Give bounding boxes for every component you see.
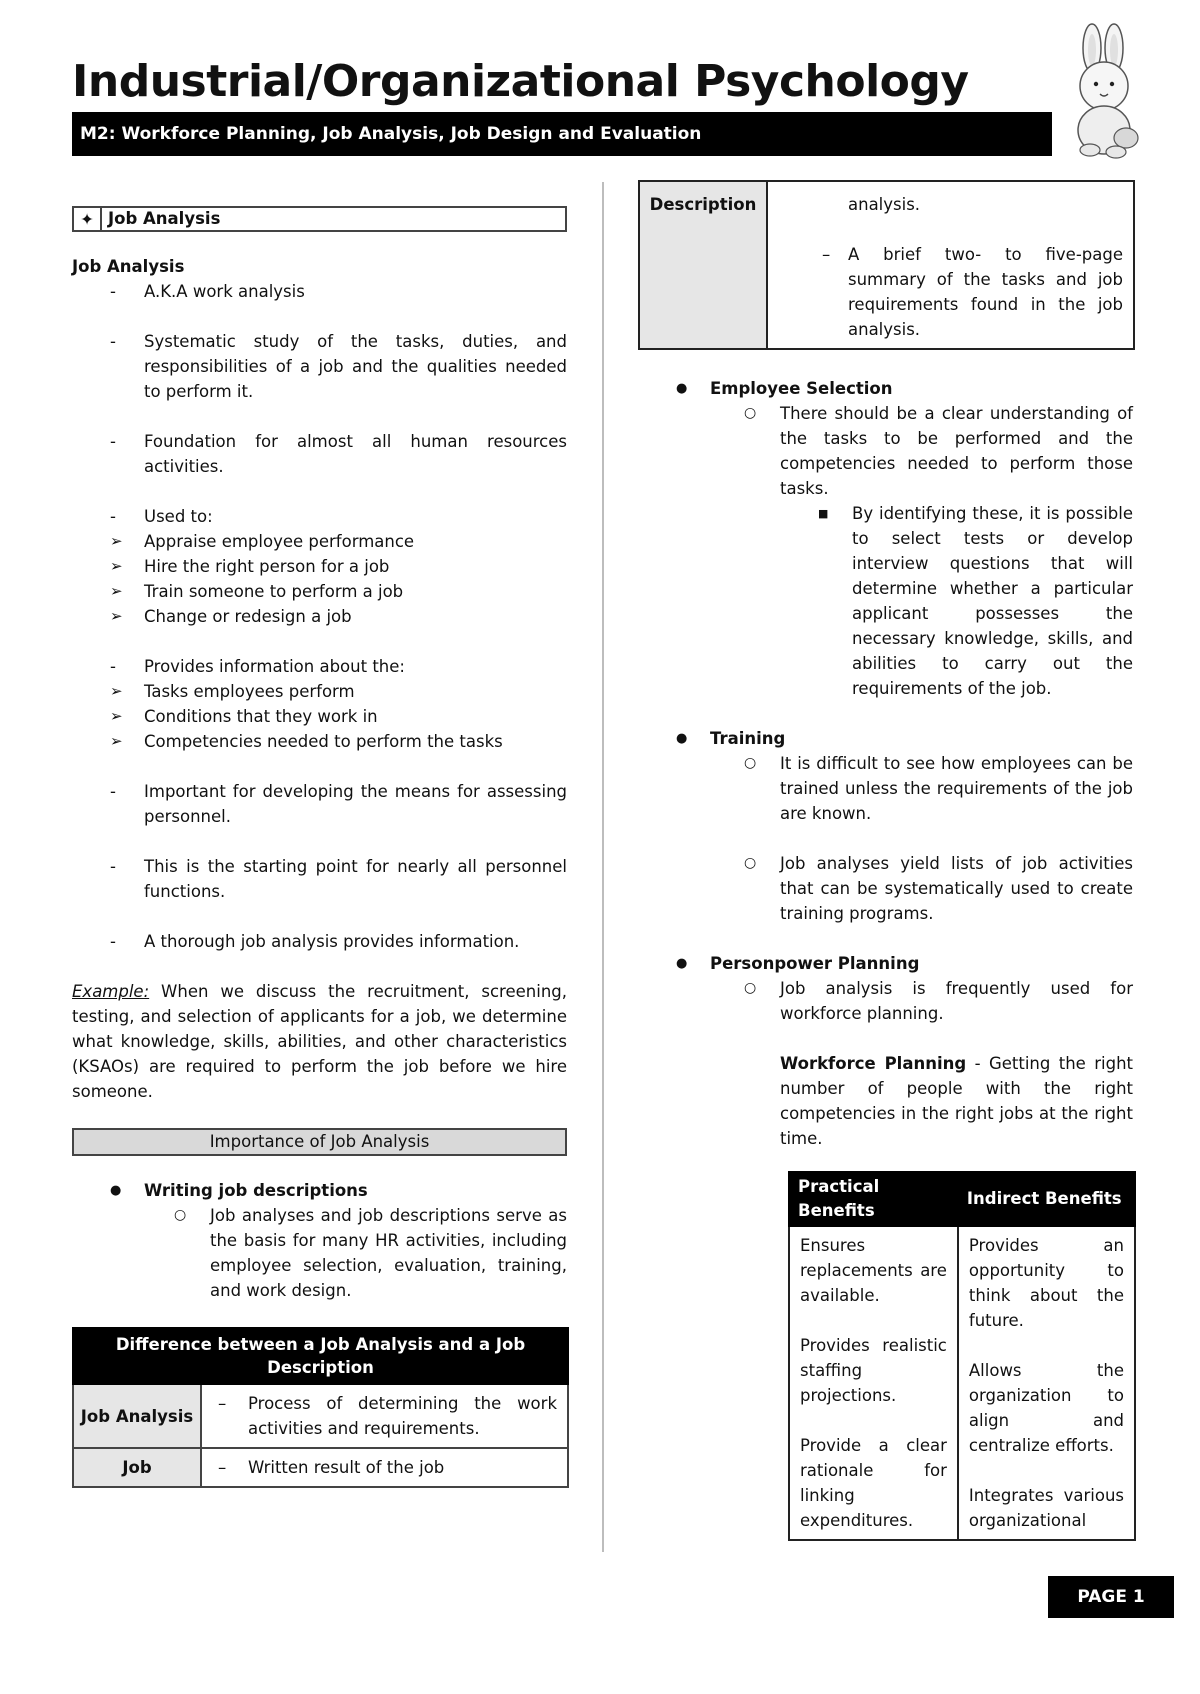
list-item: ➢ Hire the right person for a job: [72, 554, 567, 579]
indirect-benefits-cell: [958, 1226, 1135, 1540]
right-column: [638, 180, 1133, 1541]
module-subtitle-bar: M2: Workforce Planning, Job Analysis, Job Design and Evaluation: [72, 112, 1052, 156]
importance-list-continued: [638, 376, 1133, 1151]
training-sublist: [710, 751, 1133, 926]
practical-benefits-cell: [789, 1226, 958, 1540]
list-item: Integrates various organizational: [968, 1486, 1124, 1530]
list-item: Provides an opportunity to think about the future.: [968, 1236, 1124, 1330]
practical-benefits-header: Practical Benefits: [789, 1172, 958, 1226]
list-item: ○ It is difficult to see how employees can be trained unless the requirements of the job are known.: [708, 751, 1133, 826]
workforce-text: - Getting the right number of people with the right competencies in the right jobs at the right time.: [780, 1054, 1134, 1148]
indirect-benefits-header: Indirect Benefits: [958, 1172, 1135, 1226]
list-item: ➢ Tasks employees perform: [72, 679, 567, 704]
list-item: [72, 504, 567, 629]
example-label: Example:: [72, 982, 150, 1001]
planning-sublist: [710, 976, 1133, 1026]
table-row: [639, 181, 1134, 349]
page-number-badge: PAGE 1: [1048, 1576, 1174, 1618]
list-item: ➢ Conditions that they work in: [72, 704, 567, 729]
list-item: ➢ Appraise employee performance: [72, 529, 567, 554]
job-analysis-heading: Job Analysis: [72, 257, 185, 276]
list-item: - A thorough job analysis provides information.: [72, 929, 567, 954]
difference-table-continued: [638, 180, 1135, 350]
planning-heading: Personpower Planning: [710, 954, 920, 973]
list-item: [72, 1178, 567, 1303]
list-item: [638, 726, 1133, 926]
list-item: - This is the starting point for nearly all personnel functions.: [72, 854, 567, 904]
workforce-term: Workforce Planning: [780, 1054, 967, 1073]
column-divider: [602, 182, 604, 1552]
difference-table-header: Difference between a Job Analysis and a Job Description: [73, 1328, 568, 1384]
dash-mark: –: [822, 245, 831, 264]
list-item: - A.K.A work analysis: [72, 279, 567, 304]
list-item: Provide a clear rationale for linking expenditures.: [800, 1436, 947, 1530]
dash-mark: –: [218, 1394, 227, 1413]
provides-label: Provides information about the:: [144, 657, 405, 676]
definition-text: A brief two- to five-page summary of the tasks and job requirements found in the job analysis.: [848, 245, 1123, 339]
dash-mark: –: [218, 1458, 227, 1477]
table-row: [789, 1226, 1135, 1540]
provides-list: [72, 679, 567, 754]
term-cell: Description: [639, 181, 767, 349]
list-item: - Foundation for almost all human resources activities.: [72, 429, 567, 479]
table-row: [73, 1384, 568, 1448]
selection-text: There should be a clear understanding of the tasks to be performed and the competencies needed to perform those tasks.: [780, 404, 1133, 498]
workforce-definition: [710, 1051, 1133, 1151]
selection-subsublist: [780, 501, 1133, 701]
used-to-label: Used to:: [144, 507, 213, 526]
section-header-job-analysis: [72, 206, 567, 232]
definition-text: Written result of the job: [248, 1458, 445, 1477]
list-item: - Important for developing the means for assessing personnel.: [72, 779, 567, 829]
benefits-table: [788, 1171, 1136, 1541]
used-to-list: [72, 529, 567, 629]
list-item: ○ Job analyses yield lists of job activities that can be systematically used to create training programs.: [708, 851, 1133, 926]
selection-heading: Employee Selection: [710, 379, 893, 398]
bunny-mascot-icon: [1062, 20, 1148, 160]
table-row: [73, 1448, 568, 1487]
list-item: ➢ Competencies needed to perform the tasks: [72, 729, 567, 754]
list-item: ○ Job analyses and job descriptions serve as the basis for many HR activities, including employee selection, evaluation, training, and work design.: [138, 1203, 567, 1303]
example-text: When we discuss the recruitment, screening, testing, and selection of applicants for a job, we determine what knowledge, skills, abilities, and other characteristics (KSAOs) are required to perform the job before we hire someone.: [72, 982, 567, 1101]
term-cell: Job: [73, 1448, 201, 1487]
importance-heading: Importance of Job Analysis: [72, 1128, 567, 1156]
importance-list: [72, 1178, 567, 1303]
example-paragraph: [72, 979, 567, 1104]
selection-sublist: [710, 401, 1133, 701]
list-item: Allows the organization to align and centralize efforts.: [968, 1361, 1124, 1455]
list-item: [72, 654, 567, 754]
training-heading: Training: [710, 729, 786, 748]
list-item: Ensures replacements are available.: [800, 1236, 947, 1305]
writing-heading: Writing job descriptions: [144, 1181, 368, 1200]
list-item: ○ Job analysis is frequently used for workforce planning.: [708, 976, 1133, 1026]
job-analysis-points: [72, 279, 567, 954]
list-item: - Systematic study of the tasks, duties, and responsibilities of a job and the qualities needed to perform it.: [72, 329, 567, 404]
list-item: Provides realistic staffing projections.: [800, 1336, 947, 1405]
list-item: [638, 376, 1133, 701]
list-item: ➢ Train someone to perform a job: [72, 579, 567, 604]
list-item: [708, 401, 1133, 701]
definition-continuation: analysis.: [848, 195, 921, 214]
term-cell: Job Analysis: [73, 1384, 201, 1448]
list-item: ■ By identifying these, it is possible to select tests or develop interview questions that will determine whether a particular applicant possesses the necessary knowledge, skills, and abilities to carry out the requirements of the job.: [780, 501, 1133, 701]
page-title: Industrial/Organizational Psychology: [72, 56, 969, 107]
list-item: [638, 951, 1133, 1151]
definition-cell: [201, 1448, 568, 1487]
writing-sublist: [140, 1203, 567, 1303]
definition-text: Process of determining the work activities and requirements.: [248, 1394, 557, 1438]
star-icon: ✦: [74, 208, 102, 230]
left-column: [72, 180, 567, 1488]
definition-line: [778, 242, 1123, 342]
definition-cell: [201, 1384, 568, 1448]
list-item: ➢ Change or redesign a job: [72, 604, 567, 629]
definition-cell: [767, 181, 1134, 349]
difference-table: [72, 1327, 569, 1488]
section-title: Job Analysis: [108, 209, 221, 228]
